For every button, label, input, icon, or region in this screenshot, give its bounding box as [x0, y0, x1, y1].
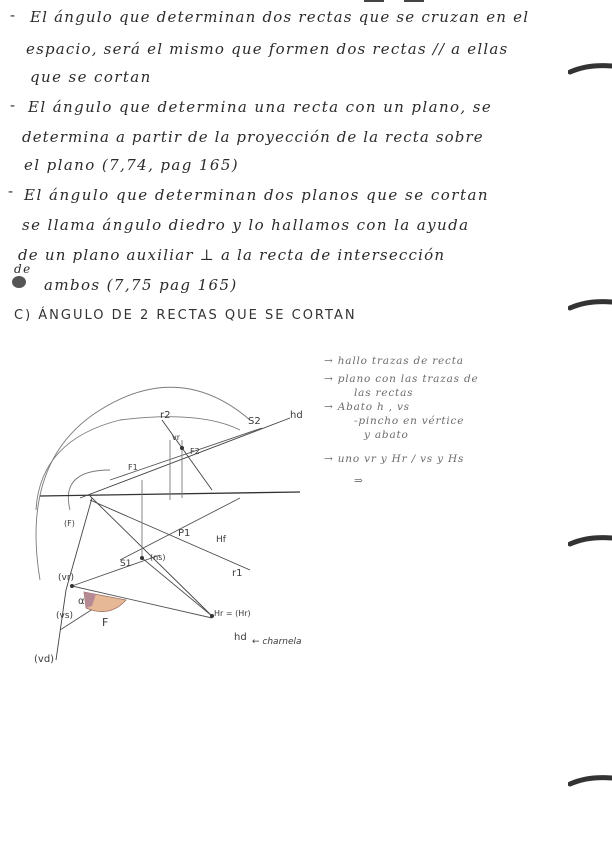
text-line: espacio, será el mismo que formen dos rectas // a ellas [26, 40, 509, 58]
label-vd: (vd) [34, 654, 55, 665]
label-rr: r1 [232, 568, 243, 579]
label-s2: S2 [248, 416, 261, 427]
label-p1: P1 [178, 528, 191, 539]
note-line: -pincho en vértice [354, 415, 465, 427]
trace-hd [80, 418, 290, 498]
binder-ring-icon [568, 60, 612, 76]
edge-mark [364, 0, 384, 2]
text-line: El ángulo que determinan dos planos que se cortan [24, 186, 490, 204]
geometry-diagram [0, 330, 340, 680]
large-arc [36, 387, 250, 580]
line-s2 [110, 428, 262, 480]
binder-ring-icon [568, 532, 612, 548]
note-line: → plano con las trazas de [324, 373, 479, 385]
line-r1 [90, 500, 250, 570]
text-line: el plano (7,74, pag 165) [24, 156, 240, 174]
text-line: de un plano auxiliar ⊥ a la recta de intersección [18, 246, 446, 264]
point-s1 [140, 556, 144, 560]
text-line: determina a partir de la proyección de la recta sobre [22, 128, 484, 146]
line-r2 [162, 420, 212, 490]
section-heading: C) ÁNGULO DE 2 RECTAS QUE SE CORTAN [14, 308, 357, 323]
ink-blot [12, 276, 26, 288]
note-line: → uno vr y Hr / vs y Hs [324, 453, 465, 465]
text-line: El ángulo que determina una recta con un plano, se [28, 98, 493, 116]
note-line: y abato [364, 429, 409, 441]
label-big-f: F [102, 616, 109, 629]
small-arc [68, 470, 110, 510]
note-line: → Abato h , vs [324, 401, 410, 413]
point-vr [70, 584, 74, 588]
label-f1: F1 [128, 463, 138, 472]
label-f-paren: (F) [64, 519, 75, 528]
abat-line [142, 558, 212, 616]
label-hf: Hf [216, 535, 226, 545]
note-line: las rectas [354, 387, 414, 399]
label-hd: hd [290, 410, 303, 421]
label-alpha: α [78, 596, 85, 607]
text-line: que se cortan [30, 68, 152, 86]
abat-line [72, 555, 160, 586]
label-f2: F2 [190, 447, 200, 456]
text-line: El ángulo que determinan dos rectas que se cruzan en el [30, 8, 530, 26]
text-line: se llama ángulo diedro y lo hallamos con la ayuda [22, 216, 470, 234]
point-f2 [180, 446, 184, 450]
label-vr-paren: (vr) [58, 573, 75, 583]
label-r2: r2 [160, 410, 171, 421]
edge-mark [404, 0, 424, 2]
text-line: ambos (7,75 pag 165) [44, 276, 238, 294]
bullet-dash: - [10, 96, 16, 114]
label-hd-bottom: hd [234, 632, 247, 643]
label-hr: Hr = (Hr) [214, 609, 251, 618]
margin-note: de [14, 262, 32, 276]
note-line: → hallo trazas de recta [324, 355, 464, 367]
label-vr: vr [172, 433, 181, 442]
binder-ring-icon [568, 772, 612, 788]
binder-ring-icon [568, 296, 612, 312]
note-line: ⇒ [354, 475, 364, 487]
label-s1: S1 [120, 559, 132, 569]
label-charnela: ← charnela [252, 637, 302, 647]
bullet-dash: - [8, 182, 14, 200]
label-ns: (ns) [150, 553, 166, 562]
label-vs-paren: (vs) [56, 611, 74, 621]
bullet-dash: - [10, 6, 16, 24]
